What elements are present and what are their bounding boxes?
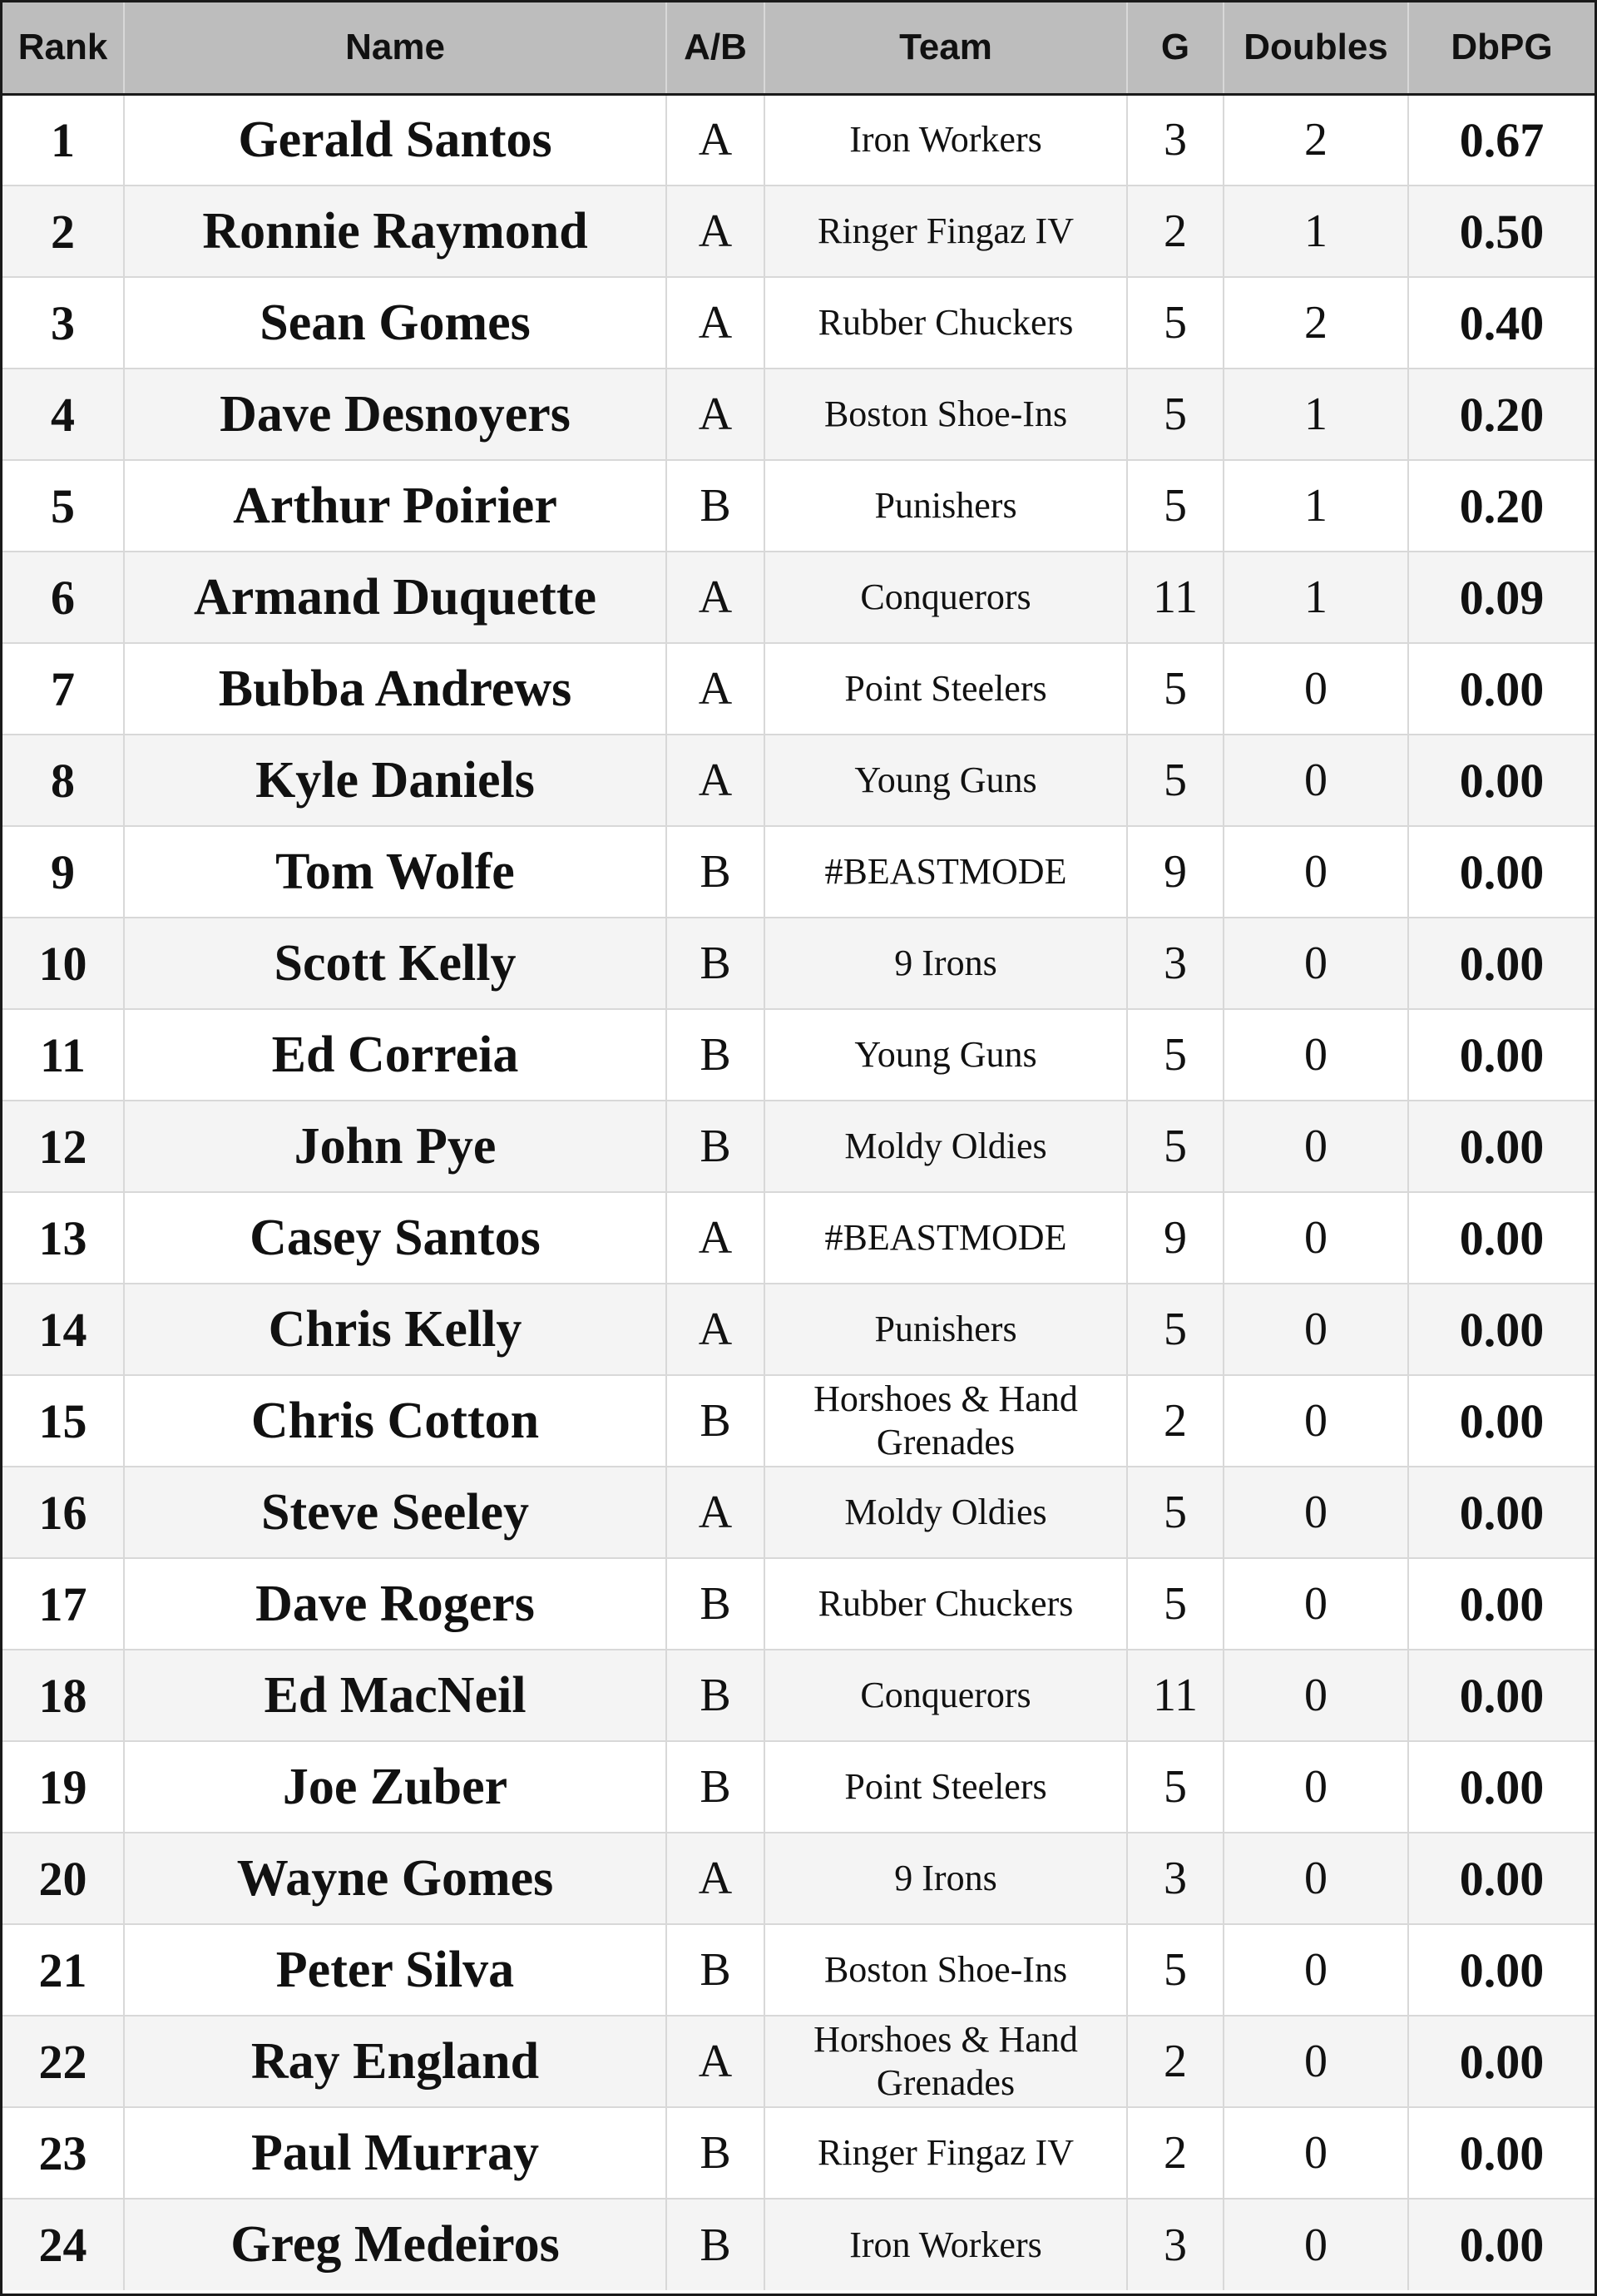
table-row bbox=[2, 277, 1595, 369]
player-name-cell: Joe Zuber bbox=[124, 1741, 666, 1833]
rank-cell: 23 bbox=[2, 2107, 124, 2199]
division-cell: A bbox=[666, 1192, 764, 1284]
games-cell: 5 bbox=[1127, 1467, 1224, 1558]
division-cell: B bbox=[666, 1741, 764, 1833]
player-name-cell: Bubba Andrews bbox=[124, 643, 666, 735]
rank-cell: 14 bbox=[2, 1284, 124, 1375]
dbpg-cell: 0.40 bbox=[1408, 277, 1595, 369]
rank-cell: 18 bbox=[2, 1650, 124, 1741]
doubles-cell: 0 bbox=[1224, 1009, 1408, 1101]
rank-cell: 19 bbox=[2, 1741, 124, 1833]
dbpg-cell: 0.00 bbox=[1408, 1741, 1595, 1833]
table-row bbox=[2, 1741, 1595, 1833]
rank-cell: 22 bbox=[2, 2016, 124, 2107]
games-cell: 9 bbox=[1127, 826, 1224, 918]
division-cell: B bbox=[666, 2107, 764, 2199]
team-cell: #BEASTMODE bbox=[764, 1192, 1127, 1284]
division-cell: A bbox=[666, 277, 764, 369]
rank-cell: 8 bbox=[2, 735, 124, 826]
rank-cell: 3 bbox=[2, 277, 124, 369]
games-cell: 3 bbox=[1127, 2199, 1224, 2290]
division-cell: B bbox=[666, 918, 764, 1009]
player-name-cell: Ronnie Raymond bbox=[124, 186, 666, 277]
games-cell: 2 bbox=[1127, 1375, 1224, 1467]
games-cell: 5 bbox=[1127, 735, 1224, 826]
dbpg-cell: 0.00 bbox=[1408, 643, 1595, 735]
division-cell: A bbox=[666, 94, 764, 186]
dbpg-cell: 0.00 bbox=[1408, 2107, 1595, 2199]
dbpg-cell: 0.00 bbox=[1408, 735, 1595, 826]
games-cell: 5 bbox=[1127, 1558, 1224, 1650]
doubles-cell: 0 bbox=[1224, 1833, 1408, 1924]
games-cell: 5 bbox=[1127, 1009, 1224, 1101]
table-row bbox=[2, 2107, 1595, 2199]
rank-cell: 24 bbox=[2, 2199, 124, 2290]
division-cell: A bbox=[666, 552, 764, 643]
table-row bbox=[2, 1101, 1595, 1192]
header-row bbox=[2, 2, 1595, 94]
division-cell: A bbox=[666, 369, 764, 460]
rank-cell: 10 bbox=[2, 918, 124, 1009]
team-cell: #BEASTMODE bbox=[764, 826, 1127, 918]
table-row bbox=[2, 369, 1595, 460]
doubles-cell: 0 bbox=[1224, 1741, 1408, 1833]
table-row bbox=[2, 1650, 1595, 1741]
division-cell: A bbox=[666, 186, 764, 277]
dbpg-cell: 0.00 bbox=[1408, 1650, 1595, 1741]
header-rank: Rank bbox=[2, 2, 124, 94]
rank-cell: 15 bbox=[2, 1375, 124, 1467]
division-cell: B bbox=[666, 2199, 764, 2290]
player-name-cell: Ed Correia bbox=[124, 1009, 666, 1101]
doubles-cell: 1 bbox=[1224, 186, 1408, 277]
table-header bbox=[2, 2, 1595, 94]
games-cell: 11 bbox=[1127, 1650, 1224, 1741]
table-row bbox=[2, 2199, 1595, 2290]
team-cell: Boston Shoe-Ins bbox=[764, 1924, 1127, 2016]
division-cell: A bbox=[666, 1284, 764, 1375]
team-cell: Conquerors bbox=[764, 552, 1127, 643]
division-cell: B bbox=[666, 826, 764, 918]
player-name-cell: Chris Cotton bbox=[124, 1375, 666, 1467]
table-row bbox=[2, 552, 1595, 643]
team-cell: Punishers bbox=[764, 460, 1127, 552]
division-cell: B bbox=[666, 1375, 764, 1467]
table-row bbox=[2, 460, 1595, 552]
doubles-cell: 0 bbox=[1224, 1101, 1408, 1192]
player-name-cell: Sean Gomes bbox=[124, 277, 666, 369]
dbpg-cell: 0.20 bbox=[1408, 460, 1595, 552]
doubles-cell: 1 bbox=[1224, 460, 1408, 552]
team-cell: Rubber Chuckers bbox=[764, 1558, 1127, 1650]
games-cell: 3 bbox=[1127, 94, 1224, 186]
division-cell: A bbox=[666, 643, 764, 735]
games-cell: 5 bbox=[1127, 277, 1224, 369]
doubles-cell: 2 bbox=[1224, 277, 1408, 369]
player-name-cell: Armand Duquette bbox=[124, 552, 666, 643]
header-games: G bbox=[1127, 2, 1224, 94]
division-cell: A bbox=[666, 1467, 764, 1558]
dbpg-cell: 0.00 bbox=[1408, 2016, 1595, 2107]
division-cell: B bbox=[666, 1650, 764, 1741]
rank-cell: 6 bbox=[2, 552, 124, 643]
division-cell: B bbox=[666, 460, 764, 552]
dbpg-cell: 0.00 bbox=[1408, 2199, 1595, 2290]
table-row bbox=[2, 2016, 1595, 2107]
games-cell: 2 bbox=[1127, 2016, 1224, 2107]
dbpg-cell: 0.00 bbox=[1408, 1558, 1595, 1650]
division-cell: A bbox=[666, 735, 764, 826]
games-cell: 5 bbox=[1127, 369, 1224, 460]
doubles-cell: 0 bbox=[1224, 1924, 1408, 2016]
games-cell: 2 bbox=[1127, 2107, 1224, 2199]
dbpg-cell: 0.00 bbox=[1408, 1467, 1595, 1558]
doubles-cell: 0 bbox=[1224, 643, 1408, 735]
division-cell: B bbox=[666, 1101, 764, 1192]
division-cell: A bbox=[666, 2016, 764, 2107]
table-row bbox=[2, 1924, 1595, 2016]
division-cell: B bbox=[666, 1009, 764, 1101]
games-cell: 11 bbox=[1127, 552, 1224, 643]
team-cell: Horshoes & Hand Grenades bbox=[764, 2016, 1127, 2107]
rank-cell: 5 bbox=[2, 460, 124, 552]
doubles-cell: 0 bbox=[1224, 2107, 1408, 2199]
player-name-cell: Dave Desnoyers bbox=[124, 369, 666, 460]
rank-cell: 17 bbox=[2, 1558, 124, 1650]
doubles-cell: 0 bbox=[1224, 1467, 1408, 1558]
player-name-cell: Ray England bbox=[124, 2016, 666, 2107]
team-cell: Boston Shoe-Ins bbox=[764, 369, 1127, 460]
team-cell: Young Guns bbox=[764, 735, 1127, 826]
games-cell: 5 bbox=[1127, 1284, 1224, 1375]
dbpg-cell: 0.67 bbox=[1408, 94, 1595, 186]
games-cell: 5 bbox=[1127, 460, 1224, 552]
dbpg-cell: 0.00 bbox=[1408, 918, 1595, 1009]
team-cell: Conquerors bbox=[764, 1650, 1127, 1741]
team-cell: Horshoes & Hand Grenades bbox=[764, 1375, 1127, 1467]
rank-cell: 16 bbox=[2, 1467, 124, 1558]
player-name-cell: Casey Santos bbox=[124, 1192, 666, 1284]
rank-cell: 9 bbox=[2, 826, 124, 918]
dbpg-cell: 0.00 bbox=[1408, 1833, 1595, 1924]
table-row bbox=[2, 186, 1595, 277]
team-cell: Point Steelers bbox=[764, 643, 1127, 735]
doubles-cell: 0 bbox=[1224, 1375, 1408, 1467]
division-cell: B bbox=[666, 1558, 764, 1650]
player-name-cell: Ed MacNeil bbox=[124, 1650, 666, 1741]
dbpg-cell: 0.00 bbox=[1408, 1009, 1595, 1101]
games-cell: 5 bbox=[1127, 1924, 1224, 2016]
table-row bbox=[2, 1558, 1595, 1650]
games-cell: 9 bbox=[1127, 1192, 1224, 1284]
header-name: Name bbox=[124, 2, 666, 94]
header-team: Team bbox=[764, 2, 1127, 94]
team-cell: Moldy Oldies bbox=[764, 1101, 1127, 1192]
table-row bbox=[2, 1192, 1595, 1284]
rank-cell: 12 bbox=[2, 1101, 124, 1192]
doubles-cell: 1 bbox=[1224, 552, 1408, 643]
rank-cell: 21 bbox=[2, 1924, 124, 2016]
player-name-cell: Tom Wolfe bbox=[124, 826, 666, 918]
player-name-cell: Wayne Gomes bbox=[124, 1833, 666, 1924]
table-row bbox=[2, 1284, 1595, 1375]
table-body bbox=[2, 94, 1595, 2290]
doubles-cell: 0 bbox=[1224, 2199, 1408, 2290]
player-name-cell: Steve Seeley bbox=[124, 1467, 666, 1558]
table-row bbox=[2, 94, 1595, 186]
team-cell: 9 Irons bbox=[764, 918, 1127, 1009]
player-name-cell: Dave Rogers bbox=[124, 1558, 666, 1650]
doubles-cell: 0 bbox=[1224, 1284, 1408, 1375]
player-name-cell: Greg Medeiros bbox=[124, 2199, 666, 2290]
games-cell: 5 bbox=[1127, 1101, 1224, 1192]
dbpg-cell: 0.00 bbox=[1408, 1924, 1595, 2016]
doubles-standings-table bbox=[2, 2, 1595, 2290]
team-cell: Iron Workers bbox=[764, 94, 1127, 186]
doubles-cell: 0 bbox=[1224, 1192, 1408, 1284]
team-cell: Iron Workers bbox=[764, 2199, 1127, 2290]
rank-cell: 7 bbox=[2, 643, 124, 735]
rank-cell: 4 bbox=[2, 369, 124, 460]
doubles-cell: 0 bbox=[1224, 1650, 1408, 1741]
doubles-cell: 0 bbox=[1224, 735, 1408, 826]
player-name-cell: Peter Silva bbox=[124, 1924, 666, 2016]
team-cell: Point Steelers bbox=[764, 1741, 1127, 1833]
doubles-cell: 0 bbox=[1224, 918, 1408, 1009]
doubles-cell: 0 bbox=[1224, 2016, 1408, 2107]
division-cell: B bbox=[666, 1924, 764, 2016]
games-cell: 5 bbox=[1127, 643, 1224, 735]
dbpg-cell: 0.00 bbox=[1408, 1375, 1595, 1467]
dbpg-cell: 0.50 bbox=[1408, 186, 1595, 277]
player-name-cell: Gerald Santos bbox=[124, 94, 666, 186]
header-doubles: Doubles bbox=[1224, 2, 1408, 94]
team-cell: Punishers bbox=[764, 1284, 1127, 1375]
team-cell: Moldy Oldies bbox=[764, 1467, 1127, 1558]
dbpg-cell: 0.20 bbox=[1408, 369, 1595, 460]
rank-cell: 20 bbox=[2, 1833, 124, 1924]
rank-cell: 11 bbox=[2, 1009, 124, 1101]
player-name-cell: Chris Kelly bbox=[124, 1284, 666, 1375]
rank-cell: 2 bbox=[2, 186, 124, 277]
player-name-cell: Arthur Poirier bbox=[124, 460, 666, 552]
table-row bbox=[2, 1009, 1595, 1101]
header-ab: A/B bbox=[666, 2, 764, 94]
table-row bbox=[2, 1833, 1595, 1924]
table-row bbox=[2, 1467, 1595, 1558]
team-cell: Rubber Chuckers bbox=[764, 277, 1127, 369]
dbpg-cell: 0.00 bbox=[1408, 826, 1595, 918]
dbpg-cell: 0.09 bbox=[1408, 552, 1595, 643]
dbpg-cell: 0.00 bbox=[1408, 1284, 1595, 1375]
team-cell: 9 Irons bbox=[764, 1833, 1127, 1924]
table-row bbox=[2, 643, 1595, 735]
header-dbpg: DbPG bbox=[1408, 2, 1595, 94]
games-cell: 3 bbox=[1127, 1833, 1224, 1924]
doubles-cell: 0 bbox=[1224, 1558, 1408, 1650]
dbpg-cell: 0.00 bbox=[1408, 1192, 1595, 1284]
games-cell: 2 bbox=[1127, 186, 1224, 277]
doubles-cell: 1 bbox=[1224, 369, 1408, 460]
table-row bbox=[2, 735, 1595, 826]
games-cell: 5 bbox=[1127, 1741, 1224, 1833]
player-name-cell: Paul Murray bbox=[124, 2107, 666, 2199]
dbpg-cell: 0.00 bbox=[1408, 1101, 1595, 1192]
games-cell: 3 bbox=[1127, 918, 1224, 1009]
table-row bbox=[2, 1375, 1595, 1467]
team-cell: Ringer Fingaz IV bbox=[764, 186, 1127, 277]
player-name-cell: Kyle Daniels bbox=[124, 735, 666, 826]
team-cell: Young Guns bbox=[764, 1009, 1127, 1101]
rank-cell: 1 bbox=[2, 94, 124, 186]
rank-cell: 13 bbox=[2, 1192, 124, 1284]
division-cell: A bbox=[666, 1833, 764, 1924]
table-row bbox=[2, 918, 1595, 1009]
doubles-cell: 2 bbox=[1224, 94, 1408, 186]
player-name-cell: Scott Kelly bbox=[124, 918, 666, 1009]
table-row bbox=[2, 826, 1595, 918]
player-name-cell: John Pye bbox=[124, 1101, 666, 1192]
doubles-cell: 0 bbox=[1224, 826, 1408, 918]
team-cell: Ringer Fingaz IV bbox=[764, 2107, 1127, 2199]
